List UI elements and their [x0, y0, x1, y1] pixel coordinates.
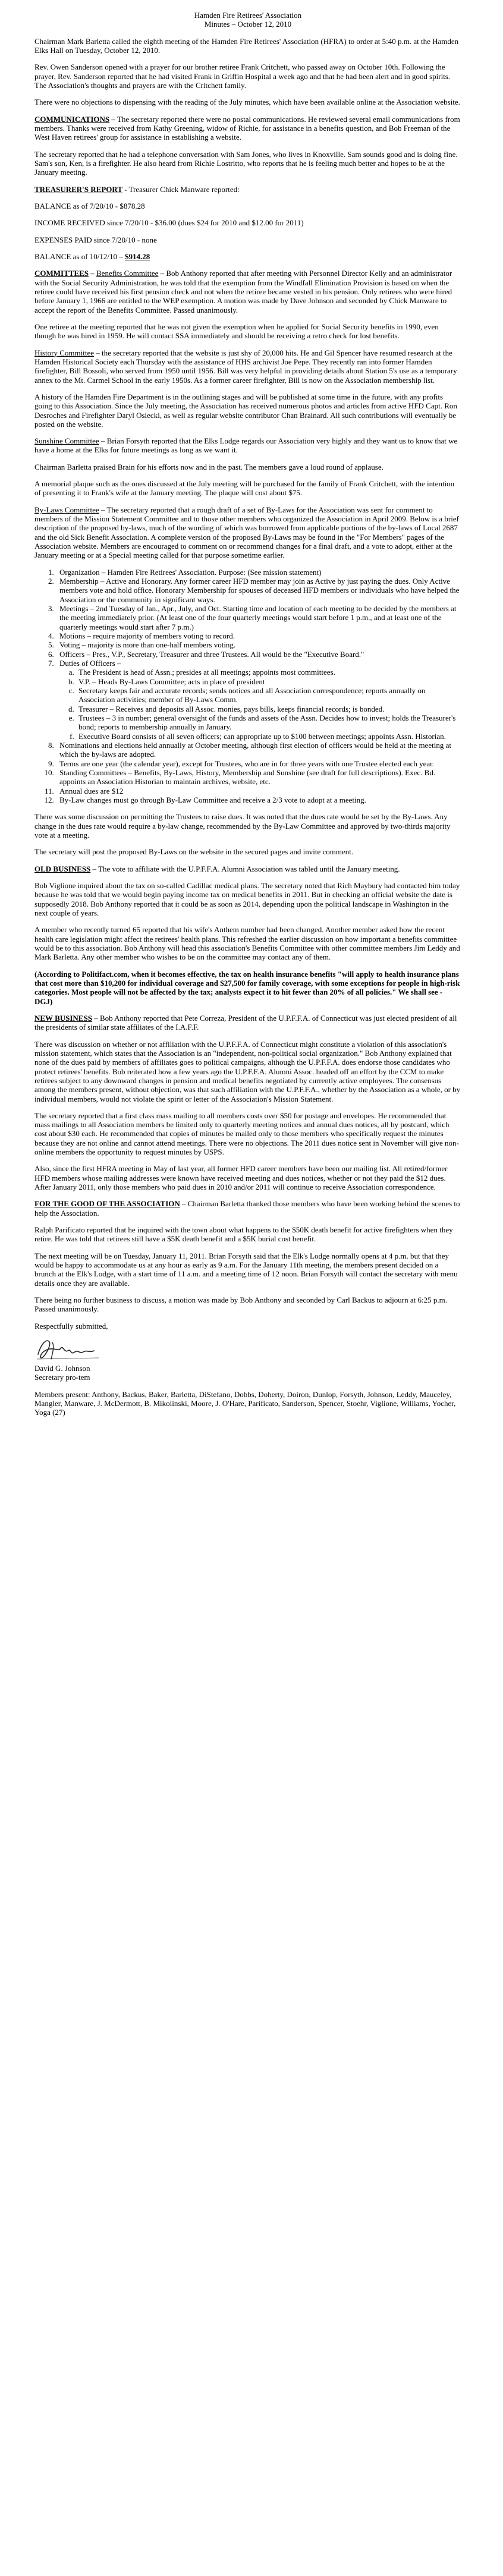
list-item: 5. Voting – majority is more than one-half members voting. [56, 640, 461, 649]
next-meeting: The next meeting will be on Tuesday, January 11, 2011. Brian Forsyth said that the Elk's Lodge normally opens at 4 p.m. but that they would be happy to accommodate us at any hour as early as 9 a.m. For the January 11th meeting, the members present decided on a brunch at the Elk's Lodge, with a start time of 11 a.m. and a meeting time of 12 noon. Brian Forsyth will contact the secretary with menu details once they are available. [34, 1251, 458, 1288]
income-received: INCOME RECEIVED since 7/20/10 - $36.00 (dues $24 for 2010 and $12.00 for 2011) [34, 218, 304, 228]
old-business-text: – The vote to affiliate with the U.P.F.F.A. Alumni Association was tabled until the January meeting. [90, 864, 400, 873]
committees-heading: COMMITTEES [34, 269, 89, 278]
communications-heading: COMMUNICATIONS [34, 114, 110, 124]
benefits-committee-heading: Benefits Committee [96, 269, 159, 278]
bylaws-posting: The secretary will post the proposed By-Laws on the website in the secured pages and invite comment. [34, 847, 354, 857]
cadillac-tax-discussion: Bob Viglione inquired about the tax on so-called Cadillac medical plans. The secretary noted that Rich Maybury had contacted him today because he was told that we would begin paying income tax on medical benefits in 2011. But in checking an official website the date is supposedly 2018. Bob Anthony reported that it could be as soon as 2014, depending upon the political landscape in Washington in the next couple of years. [34, 880, 460, 917]
signer-title: Secretary pro-tem [34, 1373, 90, 1382]
list-item: 9. Terms are one year (the calendar year), except for Trustees, who are in for three years with one Trustee elected each year. [56, 759, 461, 768]
chairman-praise: Chairman Barletta praised Brain for his efforts now and in the past. The members gave a loud round of applause. [34, 462, 383, 471]
good-of-association-text: – Chairman Barletta thanked those members who have been working behind the scenes to help the Association. [34, 1199, 460, 1218]
list-item: a. The President is head of Assn.; presides at all meetings; appoints most committees. [76, 668, 461, 677]
treasurer-heading: TREASURER'S REPORT [34, 184, 122, 194]
affiliation-discussion: There was discussion on whether or not affiliation with the U.P.F.F.A. of Connecticut might constitute a violation of this association's mission statement, which states that the Association is an "independent, non-political social organization." Bob Anthony explained that none of the dues paid by members of affiliates goes to political campaigns, although the U.P.F.F.A. does endorse those candidates who protect retirees' benefits. Bob reiterated how a few years ago the U.P.F.F.A. Alumni Assoc. headed off an effort by the CCM to make retirees subject to any downward changes in pension and medical benefits negotiated by currently active employees. The consensus among the members present, without objection, was that such affiliation with the U.P.F.F.A., whether by the Association as a whole, or by individual members, would not violate the spirit or letter of the Association's Mission Statement. [34, 1039, 461, 1103]
document-title: Hamden Fire Retirees' Association [194, 11, 302, 20]
bylaws-list [34, 568, 461, 805]
old-business [34, 864, 461, 873]
sunshine-committee [34, 436, 461, 455]
communications-section [34, 115, 461, 142]
document-subtitle: Minutes – October 12, 2010 [204, 20, 292, 29]
old-business-heading: OLD BUSINESS [34, 864, 91, 873]
minutes-reading: There were no objections to dispensing with the reading of the July minutes, which have been available online at the Association website. [34, 97, 460, 107]
closing: Respectfully submitted, [34, 1321, 108, 1331]
header [34, 11, 461, 29]
list-item: c. Secretary keeps fair and accurate records; sends notices and all Association correspondence; reports annually on Association activities; member of By-Laws Comm. [76, 686, 461, 704]
telephone-report: The secretary reported that he had a telephone conversation with Sam Jones, who lives in Knoxville. Sam sounds good and is doing fine. Sam's son, Ken, is a firefighter. He also heard from Richie Lostritto, who reports that he is feeling much better and hopes to be at the January meeting. [34, 149, 458, 177]
duties-label: Duties of Officers – [59, 659, 121, 668]
benefits-committee-text: – Bob Anthony reported that after meeting with Personnel Director Kelly and an administrator with the Social Security Administration, he was told that the exemption from the Windfall Elimination Provision is based on when the retiree could have received his first pension check and not when the retiree became vested in his pension. Only retirees who were hired before January 1, 1966 are entitled to the WEP exemption. A motion was made by Dave Johnson and seconded by Chick Manware to accept the report of the Benefits Committee. Passed unanimously. [34, 269, 452, 314]
signature-image [34, 1334, 106, 1363]
list-item: 3. Meetings – 2nd Tuesday of Jan., Apr., July, and Oct. Starting time and location of each meeting to be decided by the members at the meeting immediately prior. (At least one of the four quarterly meetings would start before 1 p.m., and at least one of the quarterly meetings would start after 7 p.m.) [56, 604, 461, 631]
new-business-heading: NEW BUSINESS [34, 1013, 92, 1023]
treasurer-text: - Treasurer Chick Manware reported: [122, 184, 240, 194]
new-business-text: – Bob Anthony reported that Pete Correza, President of the U.P.F.F.A. of Connecticut was just elected president of all the presidents of similar state affiliates of the I.A.F.F. [34, 1013, 457, 1032]
adjournment: There being no further business to discuss, a motion was made by Bob Anthony and seconded by Carl Backus to adjourn at 6:25 p.m. Passed unanimously. [34, 1295, 447, 1314]
list-item: 2. Membership – Active and Honorary. Any former career HFD member may join as Active by just paying the dues. Only Active members vote and hold office. Honorary Membership for spouses of deceased HFD members or individuals who have helped the Association or the community in significant ways. [56, 577, 461, 604]
committees-dash: – [89, 269, 97, 278]
list-item: e. Trustees – 3 in number; general oversight of the funds and assets of the Assn. Decides how to invest; holds the Treasurer's bond; reports to membership annually in January. [76, 713, 461, 732]
balance-closing [34, 252, 461, 261]
communications-text: – The secretary reported there were no postal communications. He reviewed several email communications from members. Thanks were received from Kathy Greening, widow of Richie, for assistance in a benefits question, and Bob Freeman of the West Haven retirees' group for assistance in establishing a website. [34, 114, 460, 142]
sunshine-committee-text: – Brian Forsyth reported that the Elks Lodge regards our Association very highly and they want us to know that we have a home at the Elks for future meetings as long as we want it. [34, 436, 458, 455]
signer-name: David G. Johnson [34, 1364, 90, 1373]
wep-retiree-report: One retiree at the meeting reported that he was not given the exemption when he applied for Social Security benefits in 1990, even though he was hired in 1959. He will contact SSA immediately and should be receiving a retro check for lost benefits. [34, 322, 439, 341]
history-committee-heading: History Committee [34, 348, 95, 357]
call-to-order: Chairman Mark Barletta called the eighth meeting of the Hamden Fire Retirees' Association (HFRA) to order at 5:40 p.m. at the Hamden Elks Hall on Tuesday, October 12, 2010. [34, 36, 459, 55]
list-item: 11. Annual dues are $12 [56, 787, 461, 795]
list-item: 10. Standing Committees – Benefits, By-Laws, History, Membership and Sunshine (see draft for full descriptions). Exec. Bd. appoints an Association Historian to maintain archives, website, etc. [56, 768, 461, 787]
expenses-paid: EXPENSES PAID since 7/20/10 - none [34, 235, 157, 244]
dues-discussion: There was some discussion on permitting the Trustees to raise dues. It was noted that the dues rate would be set by the By-Laws. Any change in the dues rate would require a by-law change, recommended by the By-Law Committee and approved by two-thirds majority vote at a meeting. [34, 812, 451, 839]
list-item: f. Executive Board consists of all seven officers; can appropriate up to $100 between meetings; appoints Assn. Historian. [76, 732, 461, 741]
history-committee [34, 348, 461, 385]
memorial-plaque: A memorial plaque such as the ones discussed at the July meeting will be purchased for the family of Frank Critchett, with the intention of presenting it to Frank's wife at the January meeting. The plaque will cost about $75. [34, 479, 455, 498]
sunshine-committee-heading: Sunshine Committee [34, 436, 99, 446]
bylaws-committee-text: – The secretary reported that a rough draft of a set of By-Laws for the Association was sent for comment to members of the Mission Statement Committee and to those other members who organized the Association in April 2009. Below is a brief description of the proposed by-laws, much of the wording of which was borrowed from applicable portions of the by-laws of Local 2687 and the old Sick Benefit Association. A complete version of the proposed By-Laws may be found in the "For Members" pages of the Association website. Members are encouraged to comment on or recommend changes for a final draft, and a vote to adopt, either at the January meeting or at a Special meeting called for that purpose sometime earlier. [34, 505, 459, 560]
benefits-committee [34, 269, 461, 314]
list-item: d. Treasurer – Receives and deposits all Assoc. monies, pays bills, keeps financial records; is bonded. [76, 704, 461, 713]
good-of-association-heading: FOR THE GOOD OF THE ASSOCIATION [34, 1199, 180, 1209]
death-benefit-report: Ralph Parificato reported that he inquired with the town about what happens to the $50K death benefit for active firefighters when they retire. He was told that retirees still have a $5K death benefit and a $5K burial cost benefit. [34, 1225, 453, 1244]
duties-list [59, 668, 461, 741]
good-of-association [34, 1199, 461, 1218]
history-committee-text: – the secretary reported that the website is just shy of 20,000 hits. He and Gil Spencer have resumed research at the Hamden Historical Society each Thursday with the assistance of HHS archivist Joe Pepe. They recently ran into former Hamden firefighter, Bill Bossoli, who served from 1950 until 1956. Bill was very helpful in providing details about Station 5's use as a temporary annex to the Mt. Carmel School in the early 1950s. As a former career firefighter, Bill is now on the Association membership list. [34, 348, 457, 385]
list-item-duties [56, 659, 461, 741]
new-business [34, 1014, 461, 1032]
bylaws-committee-heading: By-Laws Committee [34, 505, 99, 514]
treasurer-section [34, 185, 461, 194]
balance-opening: BALANCE as of 7/20/10 - $878.28 [34, 201, 145, 210]
opening-prayer: Rev. Owen Sanderson opened with a prayer for our brother retiree Frank Critchett, who passed away on October 10th. Following the prayer, Rev. Sanderson reported that he had visited Frank in Griffin Hospital a week ago and that he had been alert and in good spirits. The Association's thoughts and prayers are with the Critchett family. [34, 62, 451, 90]
mailing-list: Also, since the first HFRA meeting in May of last year, all former HFD career members have been our mailing list. All retired/former HFD members whose mailing addresses were known have received meeting and dues notices, whether or not they paid the $12 dues. After January 2011, only those members who paid dues in 2010 and/or 2011 will continue to receive Association correspondence. [34, 1164, 448, 1192]
history-publication: A history of the Hamden Fire Department is in the outlining stages and will be published at some time in the future, with any profits going to this Association. Since the July meeting, the Association has received numerous photos and articles from active HFD Capt. Ron Desroches and Firefighter Daryl Osiecki, as well as regular website contributor Chan Brainard. All such contributions will eventually be posted on the website. [34, 392, 457, 429]
balance-closing-value: $914.28 [125, 251, 150, 261]
list-item: 8. Nominations and elections held annually at October meeting, although first election of officers would be held at the meeting at which the by-laws are adopted. [56, 741, 461, 759]
mailing-costs: The secretary reported that a first class mass mailing to all members costs over $50 for postage and envelopes. He recommended that mass mailings to all Association members be limited only to quarterly meeting notices and annual dues notices, all by postcard, which cost about $30 each. He recommended that copies of minutes be mailed only to those members who specifically request the minutes because they are not online and cannot attend meetings. There were no objections. The 2011 dues notice sent in November will give non-online members the opportunity to request minutes by USPS. [34, 1111, 459, 1157]
members-present: Members present: Anthony, Backus, Baker, Barletta, DiStefano, Dobbs, Doherty, Doiron, Dunlop, Forsyth, Johnson, Leddy, Mauceley, Mangler, Manware, J. McDermott, B. Mikolinski, Moore, J. O'Hare, Parificato, Sanderson, Spencer, Stoehr, Viglione, Williams, Yocher, Yoga (27) [34, 1389, 456, 1417]
list-item: 4. Motions – require majority of members voting to record. [56, 631, 461, 640]
signature [34, 1334, 461, 1363]
list-item: 12. By-Law changes must go through By-Law Committee and receive a 2/3 vote to adopt at a meeting. [56, 795, 461, 804]
health-plan-discussion: A member who recently turned 65 reported that his wife's Anthem number had been changed. Another member asked how the recent health care legislation might affect the retirees' health plans. This refreshed the earlier discussion on how important a benefits committee would be to this association. Bob Anthony will head this association's Benefits Committee with other committee members Jim Leddy and Mark Barletta. Any other member who wishes to be on the committee may contact any of them. [34, 925, 460, 962]
list-item: b. V.P. – Heads By-Laws Committee; acts in place of president [76, 677, 461, 686]
politifact-note: (According to Politifact.com, when it becomes effective, the tax on health insurance benefits "will apply to health insurance plans that cost more than $10,200 for individual coverage and $27,500 for family coverage, with some exceptions for people in high-risk categories. Most people will not be affected by the tax; analysts expect it to hit fewer than 20% of all policies." We shall see - DGJ) [34, 969, 460, 1006]
list-item: 1. Organization – Hamden Fire Retirees' Association. Purpose: (See mission statement) [56, 568, 461, 577]
balance-closing-label: BALANCE as of 10/12/10 – [34, 251, 125, 261]
bylaws-committee [34, 505, 461, 560]
list-item: 6. Officers – Pres., V.P., Secretary, Treasurer and three Trustees. All would be the "Executive Board." [56, 650, 461, 659]
